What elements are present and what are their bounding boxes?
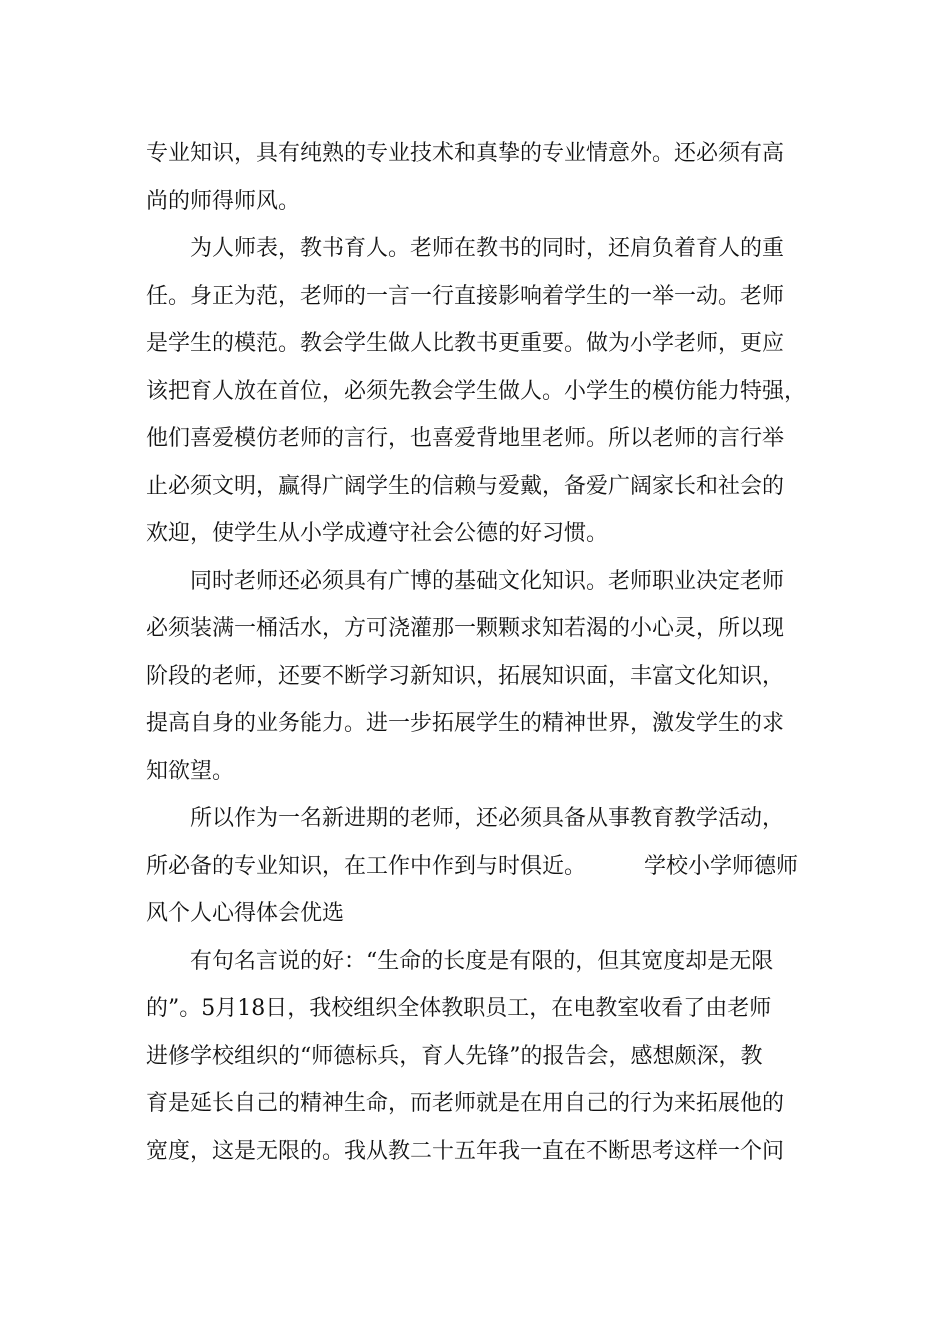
paragraph-first-line: 有句名言说的好：“生命的长度是有限的，但其宽度却是无限 — [190, 948, 774, 974]
document-body — [146, 130, 826, 1175]
text-line: 提高自身的业务能力。进一步拓展学生的精神世界，激发学生的求 — [146, 711, 785, 736]
text-line: 欢迎，使学生从小学成遵守社会公德的好习惯。 — [146, 521, 609, 546]
text-segment: 所必备的专业知识，在工作中作到与时俱近。 — [146, 853, 587, 879]
text-line: 是学生的模范。教会学生做人比教书更重要。做为小学老师，更应 — [146, 331, 785, 356]
text-line: 知欲望。 — [146, 758, 235, 784]
text-line: 育是延长自己的精神生命，而老师就是在用自己的行为来拓展他的 — [146, 1091, 785, 1116]
text-line: 该把育人放在首位，必须先教会学生做人。小学生的模仿能力特强， — [146, 378, 807, 404]
text-line: 他们喜爱模仿老师的言行，也喜爱背地里老师。所以老师的言行举 — [146, 426, 785, 451]
text-line: 专业知识，具有纯熟的专业技术和真挚的专业情意外。还必须有高 — [146, 141, 785, 166]
text-line: 止必须文明，赢得广阔学生的信赖与爱戴，备爱广阔家长和社会的 — [146, 473, 785, 499]
text-line: 进修学校组织的“师德标兵，育人先锋”的报告会，感想颇深，教 — [146, 1043, 763, 1069]
paragraph-first-line: 所以作为一名新进期的老师，还必须具备从事教育教学活动， — [190, 806, 785, 831]
text-line: 任。身正为范，老师的一言一行直接影响着学生的一举一动。老师 — [146, 283, 785, 309]
text-line: 阶段的老师，还要不断学习新知识，拓展知识面，丰富文化知识， — [146, 663, 785, 689]
text-line: 尚的师得师风。 — [146, 188, 301, 214]
section-title-end: 风个人心得体会优选 — [146, 901, 345, 926]
section-title-start: 学校小学师德师 — [644, 853, 799, 879]
paragraph-first-line: 为人师表，教书育人。老师在教书的同时，还肩负着育人的重 — [190, 236, 785, 261]
text-line: 必须装满一桶活水，方可浇灌那一颗颗求知若渴的小心灵，所以现 — [146, 616, 785, 641]
text-line: 宽度，这是无限的。我从教二十五年我一直在不断思考这样一个问 — [146, 1138, 785, 1164]
text-line: 的”。5月18日，我校组织全体教职员工，在电教室收看了由老师 — [146, 996, 772, 1021]
paragraph-first-line: 同时老师还必须具有广博的基础文化知识。老师职业决定老师 — [190, 568, 785, 594]
text-line — [146, 843, 826, 891]
